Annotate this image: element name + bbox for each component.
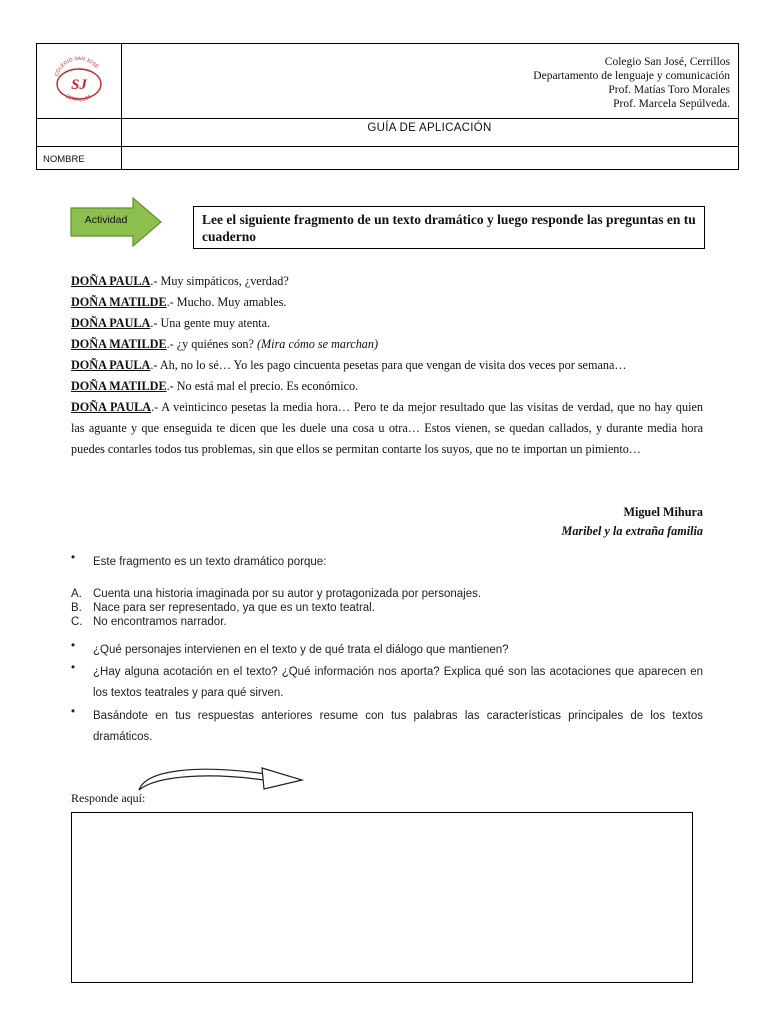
header-table xyxy=(36,43,739,170)
option-key: C. xyxy=(71,616,83,628)
dialogue-line xyxy=(71,271,703,292)
school-line: Colegio San José, Cerrillos xyxy=(604,56,730,68)
header-divider xyxy=(37,118,738,119)
curved-arrow-icon xyxy=(136,764,306,792)
option-text: Nace para ser representado, ya que es un texto teatral. xyxy=(93,602,375,614)
dialogue-line xyxy=(71,397,703,460)
work-title: Maribel y la extraña familia xyxy=(561,524,703,538)
school-line: Prof. Marcela Sepúlveda. xyxy=(613,98,730,110)
speaker: DOÑA PAULA xyxy=(71,316,151,330)
option-row xyxy=(71,587,481,601)
option-text: No encontramos narrador. xyxy=(93,616,227,628)
school-crest-logo xyxy=(47,48,111,112)
school-line: Prof. Matías Toro Morales xyxy=(608,84,730,96)
dialogue-line xyxy=(71,334,703,355)
line-text: .- Una gente muy atenta. xyxy=(150,316,271,330)
bullet-icon: • xyxy=(71,552,76,564)
question-4 xyxy=(71,706,703,748)
bullet-icon: • xyxy=(71,640,76,652)
line-text: .- No está mal el precio. Es económico. xyxy=(166,379,359,393)
dialogue-line xyxy=(71,292,703,313)
option-text: Cuenta una historia imaginada por su autor y protagonizada por personajes. xyxy=(93,588,482,600)
name-label: NOMBRE xyxy=(43,154,85,165)
header-divider xyxy=(121,44,122,169)
line-text: .- A veinticinco pesetas la media hora… Pero te da mejor resultado que las visitas de verdad, que no hay quien las aguante y que enseguida te dicen que les duele una cosa u otra… Estos vienen, se quedan callados, y durante media hora puedes contarles todos tus problemas, sin que ellos se permitan contarte los suyos, que no te importan un pimiento… xyxy=(71,400,703,456)
dialogue-line xyxy=(71,313,703,334)
option-key: B. xyxy=(71,602,82,614)
line-text: .- Muy simpáticos, ¿verdad? xyxy=(150,274,289,288)
question-1 xyxy=(71,552,703,573)
line-text: .- Mucho. Muy amables. xyxy=(166,295,287,309)
speaker: DOÑA PAULA xyxy=(71,274,151,288)
dialogue-line xyxy=(71,376,703,397)
author-name: Miguel Mihura xyxy=(623,505,703,519)
logo-monogram: SJ xyxy=(71,77,87,93)
svg-text:CERRILLOS xyxy=(64,93,93,103)
question-text: ¿Qué personajes intervienen en el texto y de qué trata el diálogo que mantienen? xyxy=(93,644,509,656)
source-citation xyxy=(561,503,703,541)
option-row xyxy=(71,601,481,615)
question-3 xyxy=(71,662,703,704)
header-divider xyxy=(37,146,738,147)
option-row xyxy=(71,615,481,629)
speaker: DOÑA MATILDE xyxy=(71,295,167,309)
activity-instruction: Lee el siguiente fragmento de un texto dramático y luego responde las preguntas en tu cuaderno xyxy=(193,206,705,249)
question-text: Este fragmento es un texto dramático porque: xyxy=(93,556,327,568)
school-line: Departamento de lenguaje y comunicación xyxy=(533,70,730,82)
question-text: Basándote en tus respuestas anteriores resume con tus palabras las características principales de los textos dramáticos. xyxy=(93,710,703,743)
dialogue-line xyxy=(71,355,703,376)
dialogue-fragment xyxy=(71,271,703,460)
question-text: ¿Hay alguna acotación en el texto? ¿Qué información nos aporta? Explica qué son las acotaciones que aparecen en los textos teatrales y para qué sirven. xyxy=(93,666,703,699)
logo-bottom-text: CERRILLOS xyxy=(64,93,93,104)
activity-label: Actividad xyxy=(84,214,128,226)
logo-arc-text: COLEGIO SAN JOSÉ xyxy=(53,55,100,78)
guide-title: GUÍA DE APLICACIÓN xyxy=(367,122,492,134)
speaker: DOÑA MATILDE xyxy=(71,379,167,393)
svg-text:COLEGIO SAN JOSÉ xyxy=(54,56,101,77)
speaker: DOÑA PAULA xyxy=(71,400,152,414)
line-text: .- ¿y quiénes son? xyxy=(166,337,257,351)
answer-label: Responde aquí: xyxy=(71,791,146,805)
question-2 xyxy=(71,640,703,661)
bullet-icon: • xyxy=(71,662,76,674)
answer-box[interactable] xyxy=(71,812,693,983)
line-text: .- Ah, no lo sé… Yo les pago cincuenta pesetas para que vengan de visita dos veces por semana… xyxy=(150,358,627,372)
option-key: A. xyxy=(71,588,82,600)
question-options xyxy=(71,587,481,629)
school-info xyxy=(533,55,730,111)
speaker: DOÑA MATILDE xyxy=(71,337,167,351)
speaker: DOÑA PAULA xyxy=(71,358,151,372)
stage-direction: (Mira cómo se marchan) xyxy=(256,337,379,351)
bullet-icon: • xyxy=(71,706,76,718)
